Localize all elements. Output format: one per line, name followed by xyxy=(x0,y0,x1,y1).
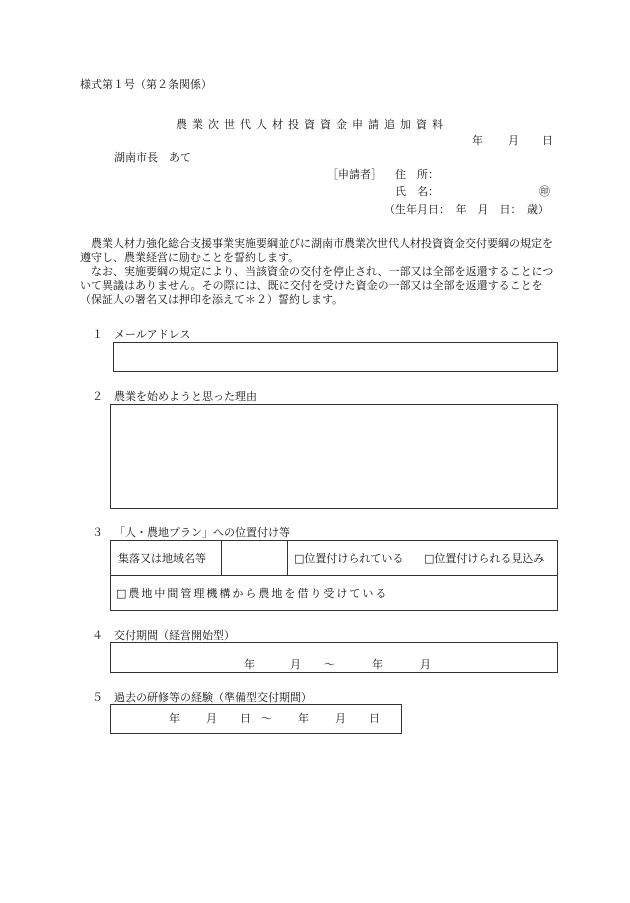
grant-end-month-label: 月 xyxy=(420,658,431,671)
pledge-paragraph-2: なお、実施要綱の規定により、当該資金の交付を停止され、一部又は全部を返還することについて異議はありません。その際には、既に交付を受けた資金の一部又は全部を返還することを（保証人の署名又は押印を添えて＊２）誓約します。 xyxy=(80,265,554,306)
seal-mark: ㊞ xyxy=(539,185,550,198)
section-2-title: 農業を始めようと思った理由 xyxy=(114,390,257,403)
grant-start-year-label: 年 xyxy=(244,658,255,671)
plan-table-col-divider-1 xyxy=(221,540,222,576)
name-label: 氏 名： xyxy=(395,185,439,198)
training-start-month-label: 月 xyxy=(206,712,217,725)
date-month-label: 月 xyxy=(508,134,519,147)
applicant-label: ［申請者］ xyxy=(327,168,382,181)
option-expected-checkbox[interactable]: □位置付けられる見込み xyxy=(424,552,545,565)
section-2-number: ２ xyxy=(92,390,103,403)
training-period-tilde: ～ xyxy=(261,712,272,725)
option-borrow-checkbox[interactable]: □農地中間管理機構から農地を借り受けている xyxy=(116,587,389,600)
address-label: 住 所： xyxy=(395,168,439,181)
grant-period-tilde: ～ xyxy=(324,658,335,671)
section-4-title: 交付期間（経営開始型） xyxy=(114,629,235,642)
pledge-paragraph-1: 農業人材力強化総合支援事業実施要綱並びに湖南市農業次世代人材投資資金交付要綱の規定を遵守し、農業経営に励むことを誓約します。 xyxy=(80,237,553,264)
plan-table-col-divider-2 xyxy=(287,540,288,576)
date-day-label: 日 xyxy=(542,134,553,147)
training-period-field[interactable] xyxy=(110,704,402,734)
birth-date-line: （生年月日： 年 月 日： 歳） xyxy=(384,203,549,216)
grant-end-year-label: 年 xyxy=(372,658,383,671)
section-1-title: メールアドレス xyxy=(114,328,191,341)
email-field[interactable] xyxy=(113,342,558,372)
section-5-number: ５ xyxy=(92,691,103,704)
training-end-day-label: 日 xyxy=(369,712,380,725)
date-year-label: 年 xyxy=(472,134,483,147)
plan-table-divider xyxy=(110,575,558,576)
training-end-month-label: 月 xyxy=(335,712,346,725)
grant-start-month-label: 月 xyxy=(290,658,301,671)
section-3-title: 「人・農地プラン」への位置付け等 xyxy=(114,526,290,539)
village-label: 集落又は地域名等 xyxy=(118,552,206,565)
section-3-number: ３ xyxy=(92,526,103,539)
reason-field[interactable] xyxy=(110,404,558,509)
training-start-year-label: 年 xyxy=(169,712,180,725)
document-title: 農業次世代人材投資資金申請追加資料 xyxy=(176,118,448,131)
form-number: 様式第１号（第２条関係） xyxy=(80,78,212,91)
option-positioned-checkbox[interactable]: □位置付けられている xyxy=(294,552,404,565)
training-end-year-label: 年 xyxy=(298,712,309,725)
addressee: 湖南市長 あて xyxy=(114,151,191,164)
section-5-title: 過去の研修等の経験（準備型交付期間） xyxy=(114,691,312,704)
section-1-number: １ xyxy=(92,328,103,341)
section-4-number: ４ xyxy=(92,629,103,642)
training-start-day-label: 日 xyxy=(240,712,251,725)
